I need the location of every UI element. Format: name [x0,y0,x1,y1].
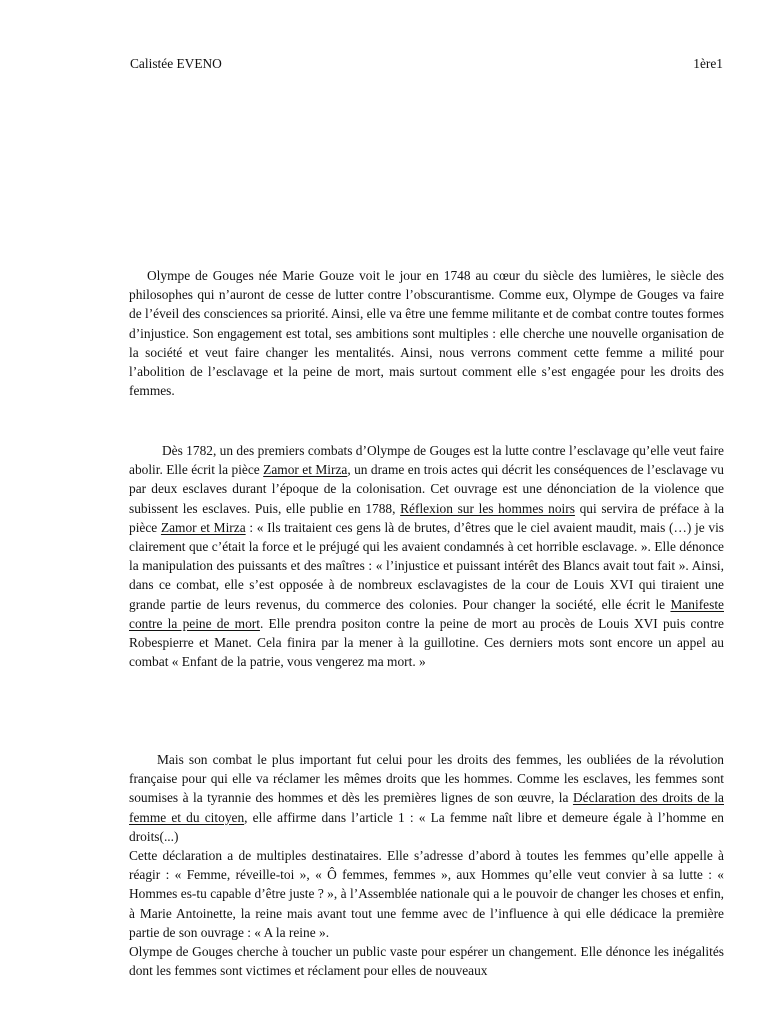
work-title-manifeste: Manifeste contre la peine de mort [129,596,724,631]
text-segment: . Elle prendra positon contre la peine de mort au procès de Louis XVI puis contre Robespierre et Manet. Cela finira par la mener à la guillotine. Ces derniers mots sont encore un appel au combat « Enfant de la patrie, vous vengerez ma mort. » [129,615,724,670]
text-segment: , un drame en trois actes qui décrit les conséquences de l’esclavage vu par deux esclaves durant l’époque de la colonisation. Cet ouvrage est une dénonciation de la violence que subissent les esclaves. Puis, elle publie en 1788, [129,462,725,516]
text-segment: : « Ils traitaient ces gens là de brutes, d’êtres que le ciel avaient maudit, mais (…) je vis clairement que c’était la force et le préjugé qui les avaient condamnés à cet horrible esclavage. ». Elle dénonce la manipulation des puissants et des maîtres : « l’injustice et puissant intérêt des Blancs avait tout fait ». Ainsi, dans ce combat, elle s’est opposée à de nombreux esclavagistes de la cour de Louis XVI qui tiraient une grande partie de leurs revenus, du commerce des colonies. Pour changer la société, elle écrit le [129,519,724,612]
class-label: 1ère1 [693,56,723,71]
slavery-paragraph [129,441,724,671]
text-segment: qui servira de préface à la pièce [129,500,725,535]
work-title-declaration: Déclaration des droits de la femme et du citoyen [129,790,724,825]
slavery-section [129,441,724,671]
page-header [130,56,723,74]
audience-paragraph: Olympe de Gouges cherche à toucher un public vaste pour espérer un changement. Elle dénonce les inégalités dont les femmes sont victimes et réclament pour elles de nouveaux [129,944,724,979]
text-segment: , elle affirme dans l’article 1 : « La femme naît libre et demeure égale à l’homme en droits(...) [129,809,724,844]
work-title-zamor-et-mirza-2: Zamor et Mirza [160,519,246,535]
women-rights-paragraph [129,750,724,846]
text-segment: Mais son combat le plus important fut celui pour les droits des femmes, les oubliées de la révolution française pour qui elle va réclamer les mêmes droits que les hommes. Comme les esclaves, les femmes sont soumises à la tyrannie des hommes et dès les premières lignes de son œuvre, la [129,752,724,806]
declaration-recipients-paragraph: Cette déclaration a de multiples destinataires. Elle s’adresse d’abord à toutes les femmes qu’elle appelle à réagir : « Femme, réveille-toi », « Ô femmes, femmes », aux Hommes qu’elle veut convier à sa lutte : « Hommes es-tu capable d’être juste ? », à l’Assemblée nationale qui a le pouvoir de changer les choses et enfin, à Marie Antoinette, la reine mais avant tout une femme avec de l’influence à qui elle dédicace la première partie de son ouvrage : « A la reine ». [129,848,724,940]
work-title-reflexion: Réflexion sur les hommes noirs [400,500,575,516]
text-segment: Dès 1782, un des premiers combats d’Olympe de Gouges est la lutte contre l’esclavage qu’elle veut faire abolir. Elle écrit la pièce [129,443,724,478]
introduction-paragraph: Olympe de Gouges née Marie Gouze voit le jour en 1748 au cœur du siècle des lumières, le siècle des philosophes qui n’auront de cesse de lutter contre l’obscurantisme. Comme eux, Olympe de Gouges va faire de l’éveil des consciences sa priorité. Ainsi, elle va être une femme militante et de combat contre toutes formes d’injustice. Son engagement est total, ses ambitions sont multiples : elle cherche une nouvelle organisation de la société et veut faire changer les mentalités. Ainsi, nous verrons comment cette femme a milité pour l’abolition de l’esclavage et la peine de mort, mais surtout comment elle s’est engagée pour les droits des femmes. [129,268,724,399]
women-rights-section [129,750,724,980]
author-name: Calistée EVENO [130,56,222,71]
work-title-zamor-et-mirza: Zamor et Mirza [263,462,348,478]
introduction-section [129,266,724,400]
